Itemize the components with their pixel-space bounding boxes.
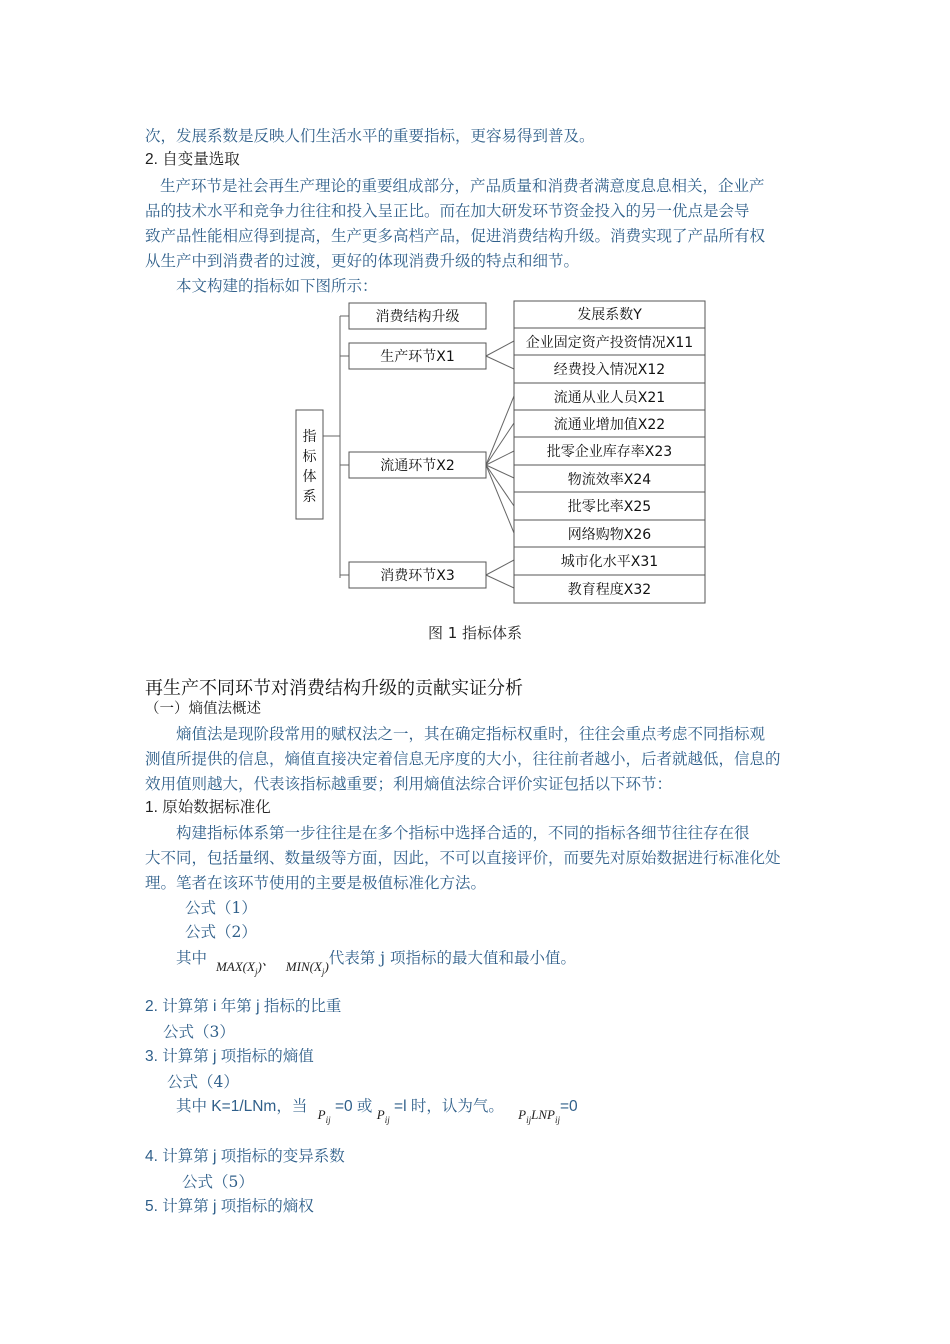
min-var: X [313, 959, 322, 974]
para2-text: 本文构建的指标如下图所示： [176, 277, 378, 295]
indicator-system-diagram [0, 0, 950, 620]
formula4-label: 公式（4） [167, 1073, 239, 1091]
section-heading: 再生产不同环节对消费结构升级的贡献实证分析 [145, 678, 523, 699]
para1-line-1: 生产环节是社会再生产理论的重要组成部分，产品质量和消费者满意度息息相关，企业产 [160, 177, 765, 195]
indicator-x32: 教育程度X32 [567, 582, 652, 598]
where2-eq1: =l 时，认为气。 [394, 1098, 504, 1115]
step1-title: 1. 原始数据标准化 [145, 799, 271, 816]
figure-caption: 图 1 指标体系 [427, 624, 523, 642]
p-ln-p-expression [518, 1107, 560, 1125]
step3-title: 3. 计算第 j 项指标的熵值 [145, 1048, 314, 1065]
max-expression: MAX(Xj) [215, 959, 262, 977]
category-label-consumption: 消费环节X3 [380, 568, 455, 584]
indicator-x12: 经费投入情况X12 [553, 362, 666, 378]
min-fn: MIN [285, 959, 310, 974]
step2-title: 2. 计算第 i 年第 j 指标的比重 [145, 998, 342, 1015]
max-var: X [247, 959, 255, 974]
indicator-x25: 批零比率X25 [567, 499, 652, 515]
para3-line-1: 熵值法是现阶段常用的赋权法之一，其在确定指标权重时，往往会重点考虑不同指标观 [176, 725, 766, 743]
where1-prefix: 其中 [176, 949, 208, 967]
separator: 、 [261, 953, 275, 968]
max-sub: j [254, 967, 258, 977]
where2-line [176, 1095, 578, 1124]
indicator-x24: 物流效率X24 [567, 472, 652, 488]
root-char-2: 标 [302, 449, 317, 465]
indicator-x21: 流通从业人员X21 [553, 390, 666, 406]
root-char-4: 系 [302, 489, 317, 505]
indicator-x31: 城市化水平X31 [560, 554, 659, 570]
category-label-consumption-upgrade: 消费结构升级 [375, 309, 460, 325]
para4-line-2: 大不同，包括量纲、数量级等方面，因此，不可以直接评价，而要先对原始数据进行标准化处 [145, 849, 781, 867]
para3-line-2: 测值所提供的信息，熵值直接决定着信息无序度的大小，往往前者越小，后者就越低，信息的 [145, 750, 781, 768]
ln-fn: LN [531, 1107, 548, 1122]
p-sub-1: ij [325, 1115, 331, 1125]
indicator-x22: 流通业增加值X22 [553, 417, 666, 433]
root-char-1: 指 [302, 429, 317, 445]
p-ij-1 [317, 1107, 331, 1125]
category-label-production: 生产环节X1 [380, 349, 455, 365]
p-symbol-3: P [518, 1107, 527, 1122]
root-char-3: 体 [302, 469, 317, 485]
p-sub-4: ij [554, 1115, 560, 1125]
where2-prefix: 其中 K=1/LNm，当 [176, 1098, 308, 1115]
formula3-label: 公式（3） [163, 1023, 235, 1041]
indicator-y: 发展系数Y [577, 307, 642, 323]
p-ij-2 [376, 1107, 390, 1125]
where1-suffix: 代表第 j 项指标的最大值和最小值。 [328, 949, 576, 967]
formula2-label: 公式（2） [185, 923, 257, 941]
p-sub-3: ij [526, 1115, 532, 1125]
indicator-x11: 企业固定资产投资情况X11 [525, 335, 694, 351]
min-expression: MIN(Xj) [285, 959, 329, 977]
para1-line-3: 致产品性能相应得到提高，生产更多高档产品，促进消费结构升级。消费实现了产品所有权 [145, 227, 766, 245]
section2-title: 2. 自变量选取 [145, 151, 240, 168]
category-label-circulation: 流通环节X2 [380, 458, 455, 474]
indicator-x23: 批零企业库存率X23 [546, 444, 673, 460]
para1-line-4: 从生产中到消费者的过渡，更好的体现消费升级的特点和细节。 [145, 252, 580, 270]
para1-line-2: 品的技术水平和竞争力往往和投入呈正比。而在加大研发环节资金投入的另一优点是会导 [145, 202, 750, 220]
where1-line [176, 946, 576, 976]
para3-line-3: 效用值则越大，代表该指标越重要；利用熵值法综合评价实证包括以下环节： [145, 775, 673, 793]
subsection-title: （一）熵值法概述 [145, 701, 261, 717]
p-symbol-1: P [317, 1107, 326, 1122]
min-sub: j [321, 967, 325, 977]
intro-tail-text: 次，发展系数是反映人们生活水平的重要指标，更容易得到普及。 [145, 127, 595, 145]
para4-line-1: 构建指标体系第一步往往是在多个指标中选择合适的，不同的指标各细节往往存在很 [176, 824, 750, 842]
p-symbol-2: P [376, 1107, 385, 1122]
formula1-label: 公式（1） [185, 899, 257, 917]
where2-eq0: =0 [560, 1098, 578, 1115]
where2-eq0-or: =0 或 [334, 1098, 373, 1115]
indicator-x26: 网络购物X26 [567, 527, 652, 543]
p-symbol-4: P [547, 1107, 555, 1122]
max-fn: MAX [215, 959, 243, 974]
para4-line-3: 理。笔者在该环节使用的主要是极值标准化方法。 [145, 874, 487, 892]
formula5-label: 公式（5） [182, 1173, 254, 1191]
step5-title: 5. 计算第 j 项指标的熵权 [145, 1198, 314, 1215]
p-sub-2: ij [384, 1115, 390, 1125]
step4-title: 4. 计算第 j 项指标的变异系数 [145, 1148, 345, 1165]
